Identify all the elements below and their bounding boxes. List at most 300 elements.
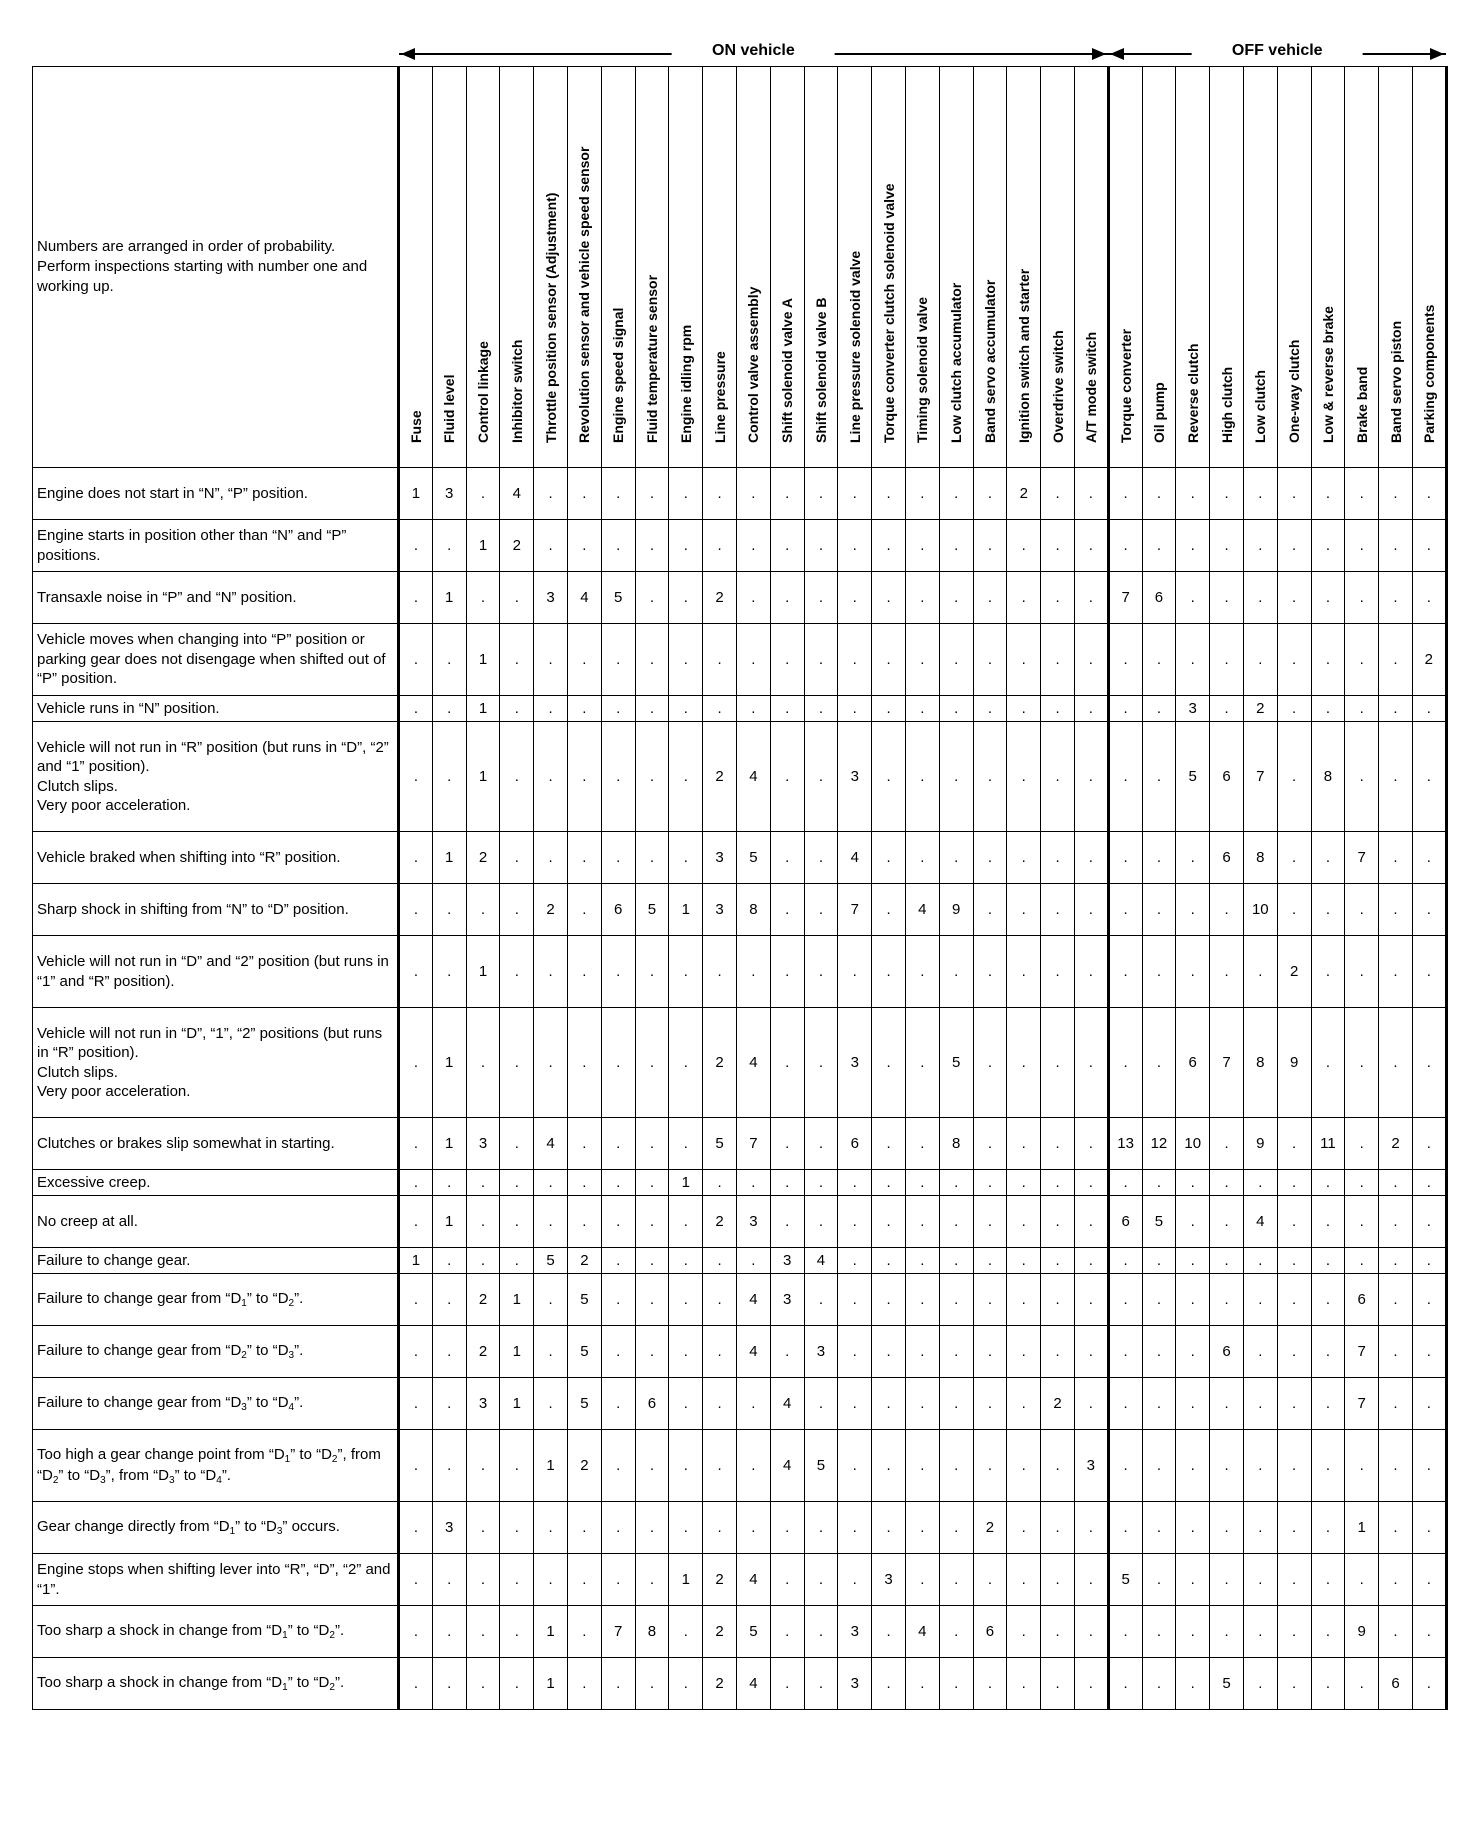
rank-cell: . (1345, 1658, 1379, 1710)
rank-cell: . (635, 1658, 669, 1710)
rank-cell: . (567, 884, 601, 936)
rank-cell: 3 (838, 1658, 872, 1710)
rank-cell: . (1412, 1502, 1446, 1554)
rank-cell: . (905, 696, 939, 722)
symptom-cell: Gear change directly from “$D_1$” to “$D_3$” occurs. (33, 1502, 399, 1554)
column-header-label: Low clutch (1252, 369, 1269, 443)
symptom-cell: Failure to change gear from “$D_1$” to “$D_2$”. (33, 1274, 399, 1326)
column-header (601, 67, 635, 468)
rank-cell: . (567, 722, 601, 832)
rank-cell: . (1311, 1274, 1345, 1326)
rank-cell: 1 (500, 1274, 534, 1326)
rank-cell: . (1176, 1378, 1210, 1430)
table-row (33, 1248, 1447, 1274)
rank-cell: . (872, 936, 906, 1008)
rank-cell: . (534, 624, 568, 696)
rank-cell: . (534, 1502, 568, 1554)
rank-cell: . (1074, 1326, 1108, 1378)
rank-cell: . (399, 1118, 433, 1170)
rank-cell: . (1007, 1326, 1041, 1378)
rank-cell: . (466, 1658, 500, 1710)
rank-cell: . (1345, 884, 1379, 936)
rank-cell: . (804, 1606, 838, 1658)
rank-cell: . (838, 624, 872, 696)
rank-cell: . (973, 1554, 1007, 1606)
rank-cell: . (939, 722, 973, 832)
rank-cell: . (703, 1430, 737, 1502)
rank-cell: . (567, 468, 601, 520)
column-header-label: Low clutch accumulator (948, 282, 965, 443)
rank-cell: . (804, 1378, 838, 1430)
rank-cell: . (804, 1658, 838, 1710)
rank-cell: . (601, 1118, 635, 1170)
rank-cell: . (1007, 1502, 1041, 1554)
rank-cell: . (669, 722, 703, 832)
rank-cell: . (1277, 722, 1311, 832)
rank-cell: . (1311, 936, 1345, 1008)
rank-cell: . (635, 832, 669, 884)
column-header (838, 67, 872, 468)
rank-cell: . (1210, 1502, 1244, 1554)
rank-cell: . (1311, 1554, 1345, 1606)
rank-cell: . (838, 468, 872, 520)
rank-cell: . (1142, 1658, 1176, 1710)
rank-cell: 1 (466, 722, 500, 832)
rank-cell: . (1142, 722, 1176, 832)
rank-cell: . (872, 624, 906, 696)
rank-cell: . (1007, 1606, 1041, 1658)
symptom-cell: Failure to change gear. (33, 1248, 399, 1274)
rank-cell: . (1277, 1326, 1311, 1378)
rank-cell: . (399, 1170, 433, 1196)
rank-cell: 3 (838, 1008, 872, 1118)
rank-cell: . (399, 624, 433, 696)
rank-cell: 8 (939, 1118, 973, 1170)
rank-cell: . (838, 520, 872, 572)
symptom-cell: Vehicle braked when shifting into “R” position. (33, 832, 399, 884)
rank-cell: . (872, 572, 906, 624)
rank-cell: . (1379, 1274, 1413, 1326)
rank-cell: 5 (736, 1606, 770, 1658)
column-header-row (33, 67, 1447, 468)
column-header (1074, 67, 1108, 468)
rank-cell: . (1379, 1248, 1413, 1274)
rank-cell: 2 (1007, 468, 1041, 520)
rank-cell: 6 (1176, 1008, 1210, 1118)
rank-cell: . (872, 1248, 906, 1274)
column-header (399, 67, 433, 468)
rank-cell: 2 (1412, 624, 1446, 696)
rank-cell: . (432, 936, 466, 1008)
rank-cell: 4 (736, 1554, 770, 1606)
rank-cell: . (939, 1248, 973, 1274)
rank-cell: . (567, 520, 601, 572)
rank-cell: . (804, 832, 838, 884)
rank-cell: . (1243, 1274, 1277, 1326)
rank-cell: . (770, 468, 804, 520)
rank-cell: . (567, 832, 601, 884)
rank-cell: . (1108, 1170, 1142, 1196)
column-header (905, 67, 939, 468)
column-header-label: Fluid level (441, 374, 458, 443)
rank-cell: . (703, 1248, 737, 1274)
symptom-cell: Clutches or brakes slip somewhat in starting. (33, 1118, 399, 1170)
rank-cell: . (905, 722, 939, 832)
rank-cell: . (1142, 696, 1176, 722)
rank-cell: . (770, 1326, 804, 1378)
rank-cell: . (939, 1554, 973, 1606)
column-header-label: Line pressure solenoid valve (846, 250, 863, 443)
symptom-cell: Vehicle will not run in “R” position (but runs in “D”, “2” and “1” position). Clutch slips. Very poor acceleration. (33, 722, 399, 832)
rank-cell: . (905, 1196, 939, 1248)
rank-cell: . (1277, 1430, 1311, 1502)
rank-cell: . (1412, 936, 1446, 1008)
rank-cell: . (601, 696, 635, 722)
rank-cell: . (1041, 1248, 1075, 1274)
symptom-cell: Too sharp a shock in change from “$D_1$” to “$D_2$”. (33, 1606, 399, 1658)
symptom-cell: Too sharp a shock in change from “$D_1$” to “$D_2$”. (33, 1658, 399, 1710)
rank-cell: . (804, 1554, 838, 1606)
rank-cell: . (1041, 572, 1075, 624)
rank-cell: . (567, 1196, 601, 1248)
rank-cell: . (804, 1170, 838, 1196)
rank-cell: . (1074, 520, 1108, 572)
rank-cell: . (567, 1502, 601, 1554)
rank-cell: . (1412, 520, 1446, 572)
rank-cell: . (1176, 1554, 1210, 1606)
rank-cell: . (1379, 520, 1413, 572)
rank-cell: . (635, 722, 669, 832)
rank-cell: . (939, 936, 973, 1008)
rank-cell: . (804, 1502, 838, 1554)
rank-cell: . (432, 1378, 466, 1430)
rank-cell: . (1007, 722, 1041, 832)
symptom-cell: Failure to change gear from “$D_3$” to “$D_4$”. (33, 1378, 399, 1430)
rank-cell: . (905, 1430, 939, 1502)
rank-cell: . (669, 1658, 703, 1710)
rank-cell: . (804, 1118, 838, 1170)
rank-cell: . (973, 520, 1007, 572)
rank-cell: . (1277, 696, 1311, 722)
rank-cell: . (703, 696, 737, 722)
rank-cell: . (1007, 1248, 1041, 1274)
on-vehicle-label: ON vehicle (672, 42, 835, 60)
rank-cell: . (1007, 1430, 1041, 1502)
rank-cell: . (534, 1196, 568, 1248)
rank-cell: . (432, 884, 466, 936)
rank-cell: . (601, 1378, 635, 1430)
rank-cell: 5 (1108, 1554, 1142, 1606)
rank-cell: . (567, 1658, 601, 1710)
rank-cell: . (1277, 1118, 1311, 1170)
rank-cell: . (1243, 1170, 1277, 1196)
rank-cell: 5 (736, 832, 770, 884)
rank-cell: . (1041, 722, 1075, 832)
rank-cell: . (1210, 468, 1244, 520)
rank-cell: . (804, 884, 838, 936)
rank-cell: . (905, 832, 939, 884)
rank-cell: . (1176, 1196, 1210, 1248)
rank-cell: 4 (905, 884, 939, 936)
rank-cell: . (770, 520, 804, 572)
rank-cell: . (804, 1196, 838, 1248)
rank-cell: . (500, 696, 534, 722)
rank-cell: . (872, 722, 906, 832)
rank-cell: . (669, 572, 703, 624)
rank-cell: 1 (500, 1326, 534, 1378)
rank-cell: . (1176, 1326, 1210, 1378)
rank-cell: . (905, 520, 939, 572)
rank-cell: . (1345, 1170, 1379, 1196)
on-vehicle-group (399, 40, 1109, 67)
column-header (973, 67, 1007, 468)
rank-cell: . (1412, 1170, 1446, 1196)
rank-cell: . (1074, 936, 1108, 1008)
rank-cell: . (1311, 1658, 1345, 1710)
rank-cell: 6 (635, 1378, 669, 1430)
rank-cell: . (973, 1274, 1007, 1326)
table-row (33, 884, 1447, 936)
rank-cell: . (1041, 1606, 1075, 1658)
rank-cell: . (1243, 1554, 1277, 1606)
rank-cell: . (1041, 884, 1075, 936)
column-header (736, 67, 770, 468)
rank-cell: . (973, 624, 1007, 696)
column-header-label: Fluid temperature sensor (643, 274, 660, 443)
column-header-label: Overdrive switch (1049, 330, 1066, 443)
rank-cell: . (1311, 696, 1345, 722)
rank-cell: . (567, 1606, 601, 1658)
rank-cell: . (1379, 1378, 1413, 1430)
rank-cell: . (1142, 884, 1176, 936)
column-header (1041, 67, 1075, 468)
rank-cell: . (1243, 1606, 1277, 1658)
rank-cell: . (1412, 832, 1446, 884)
rank-cell: . (500, 572, 534, 624)
rank-cell: . (1345, 936, 1379, 1008)
rank-cell: . (669, 696, 703, 722)
rank-cell: . (905, 1170, 939, 1196)
rank-cell: . (534, 832, 568, 884)
rank-cell: 1 (669, 1170, 703, 1196)
rank-cell: . (736, 1248, 770, 1274)
rank-cell: . (1041, 624, 1075, 696)
rank-cell: . (804, 1274, 838, 1326)
rank-cell: . (1311, 1170, 1345, 1196)
rank-cell: . (669, 624, 703, 696)
table-row (33, 1170, 1447, 1196)
rank-cell: 3 (432, 1502, 466, 1554)
table-row (33, 468, 1447, 520)
column-header (1345, 67, 1379, 468)
rank-cell: . (567, 696, 601, 722)
vehicle-group-header (33, 40, 1447, 67)
rank-cell: 5 (1210, 1658, 1244, 1710)
rank-cell: . (736, 468, 770, 520)
rank-cell: . (601, 1502, 635, 1554)
rank-cell: . (399, 1274, 433, 1326)
rank-cell: . (669, 1118, 703, 1170)
rank-cell: 2 (703, 1196, 737, 1248)
rank-cell: . (1041, 1274, 1075, 1326)
rank-cell: . (838, 936, 872, 1008)
rank-cell: . (432, 1326, 466, 1378)
column-header-label: Shift solenoid valve A (779, 298, 796, 443)
rank-cell: . (1412, 1378, 1446, 1430)
rank-cell: . (1277, 1378, 1311, 1430)
rank-cell: . (1210, 1378, 1244, 1430)
rank-cell: . (1142, 1430, 1176, 1502)
column-header (1142, 67, 1176, 468)
rank-cell: . (1142, 1554, 1176, 1606)
rank-cell: . (1074, 1274, 1108, 1326)
rank-cell: . (939, 624, 973, 696)
rank-cell: . (1345, 572, 1379, 624)
rank-cell: . (466, 884, 500, 936)
rank-cell: 1 (466, 936, 500, 1008)
rank-cell: 1 (500, 1378, 534, 1430)
rank-cell: . (1412, 572, 1446, 624)
rank-cell: 1 (399, 468, 433, 520)
rank-cell: 7 (601, 1606, 635, 1658)
diagnosis-table (32, 40, 1448, 1710)
rank-cell: . (500, 1118, 534, 1170)
rank-cell: . (466, 1196, 500, 1248)
rank-cell: 8 (635, 1606, 669, 1658)
rank-cell: . (500, 1554, 534, 1606)
rank-cell: . (1210, 1274, 1244, 1326)
rank-cell: . (770, 1554, 804, 1606)
rank-cell: . (500, 1658, 534, 1710)
rank-cell: . (669, 1502, 703, 1554)
rank-cell: 5 (635, 884, 669, 936)
rank-cell: . (1108, 1248, 1142, 1274)
symptom-cell: Excessive creep. (33, 1170, 399, 1196)
rank-cell: . (1412, 1274, 1446, 1326)
rank-cell: . (1074, 1378, 1108, 1430)
rank-cell: . (1243, 572, 1277, 624)
rank-cell: . (1379, 1502, 1413, 1554)
rank-cell: . (500, 1606, 534, 1658)
rank-cell: 8 (1243, 832, 1277, 884)
rank-cell: 1 (432, 832, 466, 884)
rank-cell: . (432, 1170, 466, 1196)
rank-cell: . (703, 1326, 737, 1378)
rank-cell: . (973, 1008, 1007, 1118)
column-header (1176, 67, 1210, 468)
rank-cell: . (1210, 572, 1244, 624)
rank-cell: . (703, 624, 737, 696)
rank-cell: . (939, 1502, 973, 1554)
rank-cell: . (669, 1274, 703, 1326)
rank-cell: . (1108, 722, 1142, 832)
rank-cell: . (500, 884, 534, 936)
rank-cell: . (601, 1430, 635, 1502)
column-header-label: Revolution sensor and vehicle speed sensor (576, 146, 593, 443)
rank-cell: 1 (466, 624, 500, 696)
rank-cell: . (1412, 1248, 1446, 1274)
rank-cell: . (1311, 1606, 1345, 1658)
column-header-label: Shift solenoid valve B (812, 297, 829, 443)
rank-cell: . (1345, 722, 1379, 832)
rank-cell: . (1108, 936, 1142, 1008)
column-header-label: Oil pump (1150, 382, 1167, 443)
rank-cell: . (1007, 832, 1041, 884)
rank-cell: . (1210, 1430, 1244, 1502)
rank-cell: . (1007, 520, 1041, 572)
rank-cell: . (1007, 1170, 1041, 1196)
rank-cell: . (872, 1606, 906, 1658)
rank-cell: 2 (567, 1430, 601, 1502)
rank-cell: . (1108, 696, 1142, 722)
rank-cell: . (399, 696, 433, 722)
off-vehicle-label: OFF vehicle (1192, 42, 1363, 60)
rank-cell: . (601, 1248, 635, 1274)
rank-cell: 4 (736, 1658, 770, 1710)
rank-cell: . (905, 1118, 939, 1170)
rank-cell: . (939, 468, 973, 520)
rank-cell: 2 (703, 572, 737, 624)
rank-cell: . (973, 1118, 1007, 1170)
table-row (33, 1008, 1447, 1118)
rank-cell: . (1142, 1326, 1176, 1378)
rank-cell: . (567, 936, 601, 1008)
column-header (1243, 67, 1277, 468)
rank-cell: . (635, 572, 669, 624)
rank-cell: . (432, 1430, 466, 1502)
rank-cell: 9 (1277, 1008, 1311, 1118)
rank-cell: 2 (1277, 936, 1311, 1008)
rank-cell: 3 (534, 572, 568, 624)
rank-cell: . (1412, 1196, 1446, 1248)
rank-cell: . (939, 1196, 973, 1248)
rank-cell: 6 (1210, 832, 1244, 884)
rank-cell: . (1176, 572, 1210, 624)
rank-cell: . (838, 1378, 872, 1430)
column-header (1007, 67, 1041, 468)
rank-cell: . (973, 884, 1007, 936)
rank-cell: . (1176, 1170, 1210, 1196)
column-header-label: Fuse (407, 410, 424, 443)
column-header-label: Low & reverse brake (1319, 306, 1336, 443)
column-header-label: Timing solenoid valve (914, 296, 931, 443)
rank-cell: . (770, 722, 804, 832)
rank-cell: . (669, 1196, 703, 1248)
rank-cell: . (500, 722, 534, 832)
rank-cell: . (399, 936, 433, 1008)
rank-cell: 1 (466, 520, 500, 572)
rank-cell: . (1210, 1196, 1244, 1248)
rank-cell: 4 (838, 832, 872, 884)
rank-cell: . (1412, 1658, 1446, 1710)
rank-cell: . (432, 1606, 466, 1658)
rank-cell: . (1176, 884, 1210, 936)
table-row (33, 572, 1447, 624)
rank-cell: 10 (1176, 1118, 1210, 1170)
rank-cell: . (973, 1378, 1007, 1430)
column-header (567, 67, 601, 468)
rank-cell: 1 (432, 1008, 466, 1118)
rank-cell: . (872, 1170, 906, 1196)
rank-cell: . (1176, 1274, 1210, 1326)
rank-cell: . (1108, 624, 1142, 696)
rank-cell: . (1379, 696, 1413, 722)
rank-cell: . (872, 696, 906, 722)
column-header (635, 67, 669, 468)
rank-cell: . (1311, 884, 1345, 936)
rank-cell: . (669, 468, 703, 520)
rank-cell: 5 (703, 1118, 737, 1170)
